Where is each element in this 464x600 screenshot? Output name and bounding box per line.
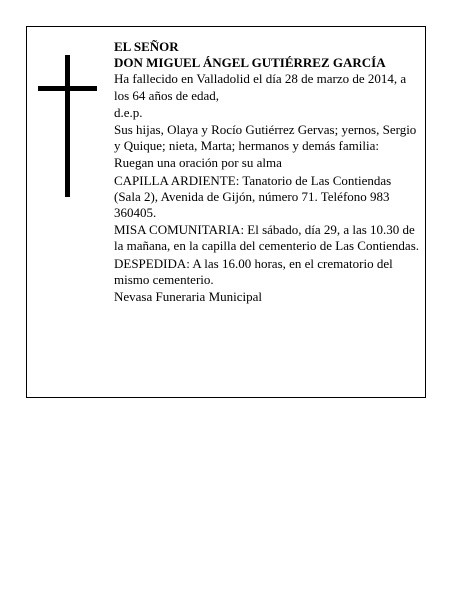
chapel-info: CAPILLA ARDIENTE: Tanatorio de Las Contiendas (Sala 2), Avenida de Gijón, número 71. Teléfono 983 360405. xyxy=(114,172,392,221)
funeral-home: Nevasa Funeraria Municipal xyxy=(114,289,263,305)
death-info: Ha fallecido en Valladolid el día 28 de marzo de 2014, a los 64 años de edad, xyxy=(114,71,407,103)
obituary-notice xyxy=(26,26,426,398)
cross-horizontal-bar xyxy=(38,86,97,91)
notice-body xyxy=(114,39,419,306)
family-list: Sus hijas, Olaya y Rocío Gutiérrez Gervas; yernos, Sergio y Quique; nieta, Marta; hermanos y demás familia: xyxy=(114,122,417,154)
prayer-request: Ruegan una oración por su alma xyxy=(114,155,282,171)
notice-heading: EL SEÑOR xyxy=(114,39,179,54)
farewell-info: DESPEDIDA: A las 16.00 horas, en el crematorio del mismo cementerio. xyxy=(114,255,393,287)
rip-text: d.e.p. xyxy=(114,104,143,120)
mass-info: MISA COMUNITARIA: El sábado, día 29, a las 10.30 de la mañana, en la capilla del cementerio de Las Contiendas. xyxy=(114,222,420,254)
deceased-name: DON MIGUEL ÁNGEL GUTIÉRREZ GARCÍA xyxy=(114,55,386,71)
cross-vertical-bar xyxy=(65,55,70,197)
